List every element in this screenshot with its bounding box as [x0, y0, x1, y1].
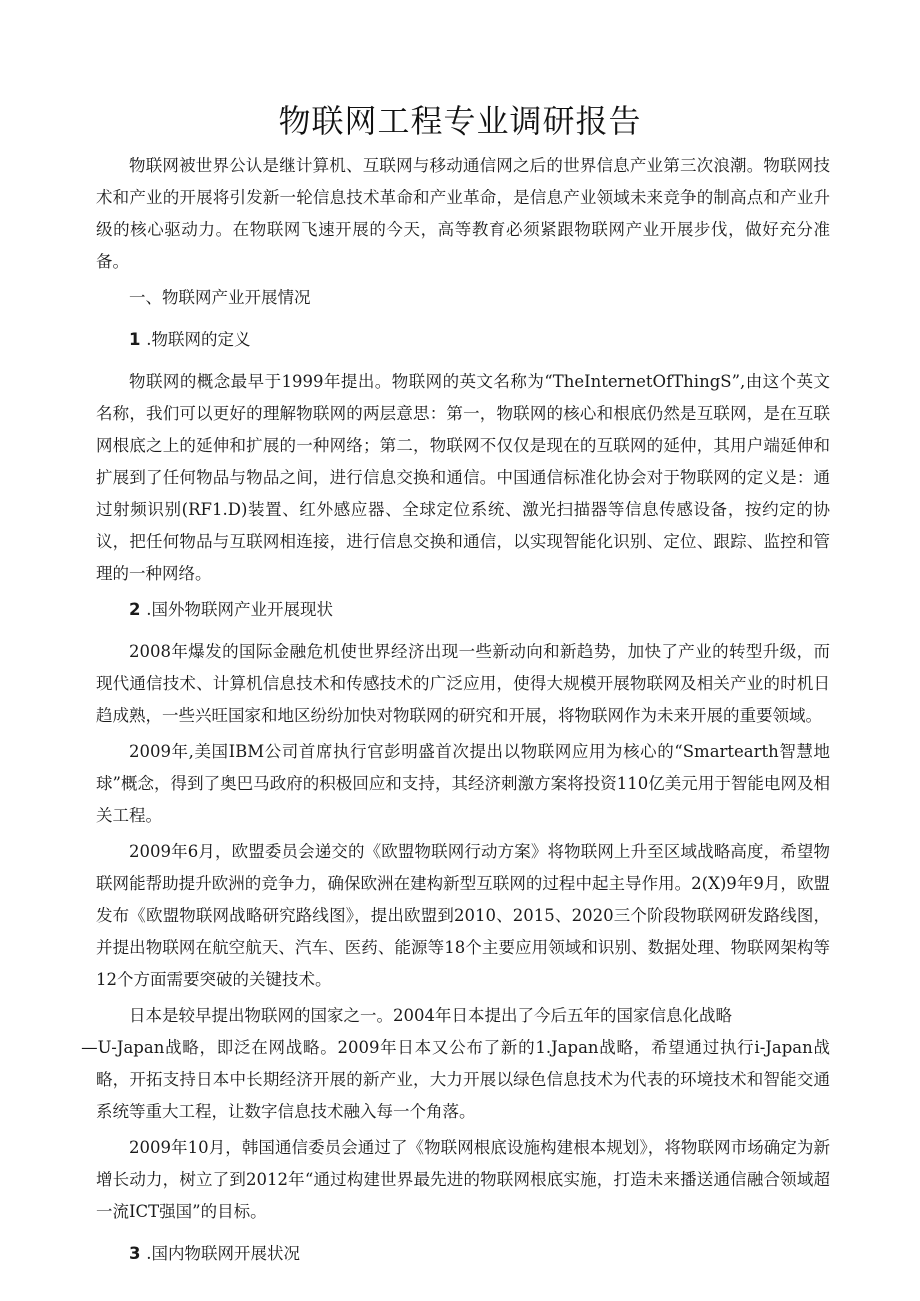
document-title: 物联网工程专业调研报告: [278, 102, 642, 140]
definition-paragraph: 物联网的概念最早于1999年提出。物联网的英文名称为“TheInternetOfThingS”,由这个英文名称，我们可以更好的理解物联网的两层意思：第一，物联网的核心和根底仍然是互联网，是在互联网根底之上的延伸和扩展的一种网络；第二，物联网不仅仅是现在的互联网的延仲，其用户端延伸和扩展到了任何物品与物品之间，进行信息交换和通信。中国通信标准化协会对于物联网的定义是：通过射频识别(RF1.D)装置、红外感应器、全球定位系统、激光扫描器等信息传感设备，按约定的协议，把任何物品与互联网相连接，进行信息交换和通信，以实现智能化识别、定位、跟踪、监控和管理的一种网络。: [96, 372, 830, 583]
global-paragraph-eu: 2009年6月，欧盟委员会递交的《欧盟物联网行动方案》将物联网上升至区域战略高度，希望物联网能帮助提升欧洲的竞争力，确保欧洲在建构新型互联网的过程中起主导作用。2(X)9年9月，欧盟发布《欧盟物联网战略研究路线图》，提出欧盟到2010、2015、2020三个阶段物联网研发路线图，并提出物联网在航空航天、汽车、医药、能源等18个主要应用领域和识别、数据处理、物联网架构等12个方面需要突破的关键技术。: [96, 842, 830, 989]
subsection-title: .物联网的定义: [146, 330, 251, 349]
subsection-heading-2: [96, 594, 830, 626]
section-heading-1: 一、物联网产业开展情况: [129, 288, 311, 307]
document-body: [81, 150, 830, 1270]
subsection-heading-3: [96, 1238, 830, 1270]
japan-paragraph: —U-Japan战略，即泛在网战略。2009年日本又公布了新的1.Japan战略，希望通过执行i-Japan战略，开拓支持日本中长期经济开展的新产业，大力开展以绿色信息技术为代表的环境技术和智能交通系统等重大工程，让数字信息技术融入每一个角落。: [81, 1038, 830, 1121]
subsection-title: .国外物联网产业开展现状: [146, 600, 333, 619]
global-paragraph-ibm: 2009年,美国IBM公司首席执行官彭明盛首次提出以物联网应用为核心的“Smartearth智慧地球”概念，得到了奥巴马政府的积极回应和支持，其经济刺激方案将投资110亿美元用于智能电网及相关工程。: [96, 742, 830, 825]
subsection-number: 2: [129, 600, 141, 619]
subsection-heading-1: [96, 324, 830, 356]
subsection-number: 1: [129, 330, 141, 349]
intro-paragraph: 物联网被世界公认是继计算机、互联网与移动通信网之后的世界信息产业第三次浪潮。物联网技术和产业的开展将引发新一轮信息技术革命和产业革命，是信息产业领域未来竞争的制高点和产业升级的核心驱动力。在物联网飞速开展的今天，高等教育必须紧跟物联网产业开展步伐，做好充分准备。: [96, 156, 830, 271]
subsection-number: 3: [129, 1244, 141, 1263]
subsection-title: .国内物联网开展状况: [146, 1244, 300, 1263]
japan-line-1: 日本是较早提出物联网的国家之一。2004年日本提出了今后五年的国家信息化战略: [129, 1006, 732, 1025]
global-paragraph-2008: 2008年爆发的国际金融危机使世界经济出现一些新动向和新趋势，加快了产业的转型升级，而现代通信技术、计算机信息技术和传感技术的广泛应用，使得大规模开展物联网及相关产业的时机日趋成熟，一些兴旺国家和地区纷纷加快对物联网的研究和开展，将物联网作为未来开展的重要领域。: [96, 642, 830, 725]
korea-paragraph: 2009年10月，韩国通信委员会通过了《物联网根底设施构建根本规划》，将物联网市场确定为新增长动力，树立了到2012年“通过构建世界最先进的物联网根底实施，打造未来播送通信融合领域超一流ICT强国”的目标。: [96, 1138, 830, 1221]
